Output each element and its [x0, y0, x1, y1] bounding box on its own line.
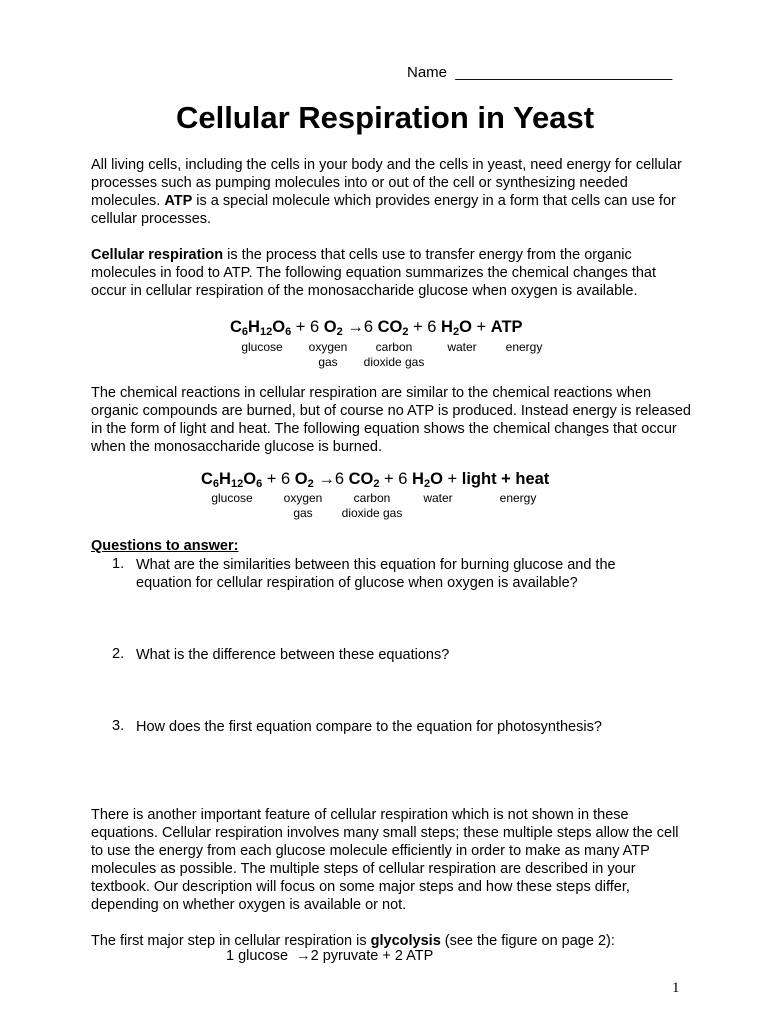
eq1-co2: CO [377, 318, 403, 336]
question-3-number: 3. [112, 718, 125, 734]
eq1-h-sub: 12 [259, 326, 273, 338]
question-1-text: What are the similarities between this equation for burning glucose and the equation for cellular respiration of glucose when oxygen is available? [136, 557, 616, 591]
intro-atp-bold: ATP [164, 193, 193, 209]
intro-text-2: is a special molecule which provides energy in a form that cells can use for cellular processes. [91, 193, 676, 227]
eq1-label-glucose: glucose [241, 340, 283, 354]
burning-paragraph: The chemical reactions in cellular respiration are similar to the chemical reactions when organic compounds are burned, but of course no ATP is produced. Instead energy is released in the form of light and heat. The following equation shows the chemical changes that occur when the monosaccharide glucose is burned. [91, 385, 691, 455]
eq1-plus2: + 6 [408, 318, 442, 336]
eq2-arrow: →6 [313, 470, 349, 488]
glycolysis-equation: 1 glucose →2 pyruvate + 2 ATP [226, 948, 434, 964]
eq1-plus1: + 6 [291, 318, 324, 336]
page-number: 1 [672, 980, 680, 996]
eq1-c-sub: 6 [241, 326, 249, 338]
eq1-label-energy: energy [505, 340, 543, 354]
eq1-h2o-o: O [459, 318, 472, 336]
eq2-label-carbon-2: dioxide gas [341, 506, 403, 520]
eq1-h: H [248, 318, 260, 336]
eq1-c: C [230, 318, 242, 336]
eq1-label-oxygen-2: gas [318, 355, 338, 369]
respiration-equation [230, 318, 523, 337]
eq2-h: H [219, 470, 231, 488]
question-1-number: 1. [112, 556, 125, 572]
eq2-label-oxygen [277, 491, 329, 521]
burning-equation [201, 470, 549, 489]
eq2-o: O [243, 470, 257, 488]
eq2-co2: CO [348, 470, 374, 488]
question-3-text: How does the first equation compare to the equation for photosynthesis? [136, 719, 602, 735]
questions-heading: Questions to answer: [91, 538, 239, 554]
eq2-plus3: + [442, 470, 462, 488]
eq2-label-carbon [334, 491, 410, 521]
eq1-h2o-sub: 2 [452, 326, 460, 338]
eq1-co2-sub: 2 [402, 326, 409, 338]
glycolysis-term-bold: glycolysis [370, 933, 441, 949]
eq2-o2-sub: 2 [307, 478, 314, 490]
eq1-label-carbon-1: carbon [375, 340, 413, 354]
eq1-product: ATP [490, 318, 523, 336]
eq2-label-water: water [423, 491, 453, 505]
eq1-o: O [272, 318, 286, 336]
eq2-label-glucose: glucose [211, 491, 253, 505]
eq2-o2: O [294, 470, 308, 488]
eq2-plus2: + 6 [379, 470, 413, 488]
eq2-co2-sub: 2 [373, 478, 380, 490]
respiration-text: is the process that cells use to transfer energy from the organic molecules in food to ATP. The following equation summarizes the chemical changes that occur in cellular respiration of the monosaccharide glucose when oxygen is available. [91, 247, 657, 299]
eq1-o2-sub: 2 [336, 326, 343, 338]
eq2-label-energy: energy [499, 491, 537, 505]
name-field [407, 64, 672, 81]
respiration-paragraph [91, 246, 691, 300]
eq2-plus1: + 6 [262, 470, 295, 488]
eq1-o-sub: 6 [285, 326, 292, 338]
steps-paragraph: There is another important feature of cellular respiration which is not shown in these equations. Cellular respiration involves many small steps; these multiple steps allow the cell to use the energy from each glucose molecule efficiently in order to make as many ATP molecules as possible. The multiple steps of cellular respiration are described in your textbook. Our description will focus on some major steps and how these steps differ, depending on whether oxygen is available or not. [91, 807, 679, 913]
eq1-label-oxygen [302, 340, 354, 370]
eq2-product: light + heat [461, 470, 550, 488]
intro-text-1: All living cells, including the cells in your body and the cells in yeast, need energy for cellular processes such as pumping molecules into or out of the cell or synthesizing needed molecules. [91, 157, 682, 209]
eq2-label-oxygen-1: oxygen [283, 491, 323, 505]
intro-paragraph [91, 156, 691, 228]
name-blank: __________________________ [455, 64, 673, 81]
respiration-term-bold: Cellular respiration [91, 247, 224, 263]
eq2-h-sub: 12 [230, 478, 244, 490]
eq1-label-oxygen-1: oxygen [308, 340, 348, 354]
eq1-o2: O [323, 318, 337, 336]
eq2-o-sub: 6 [256, 478, 263, 490]
eq2-c-sub: 6 [212, 478, 220, 490]
eq2-c: C [201, 470, 213, 488]
glycolysis-text-1: The first major step in cellular respiration is [91, 933, 371, 949]
eq2-h2o-o: O [430, 470, 443, 488]
eq1-arrow: →6 [342, 318, 378, 336]
eq1-label-carbon [356, 340, 432, 370]
question-2-number: 2. [112, 646, 125, 662]
eq1-label-water: water [447, 340, 477, 354]
glycolysis-text-2: (see the figure on page 2): [440, 933, 615, 949]
eq1-label-carbon-2: dioxide gas [363, 355, 425, 369]
question-2-text: What is the difference between these equations? [136, 647, 450, 663]
eq2-h2o-sub: 2 [423, 478, 431, 490]
eq1-plus3: + [471, 318, 491, 336]
name-label: Name [407, 64, 448, 81]
eq2-label-oxygen-2: gas [293, 506, 313, 520]
eq1-h2o-h: H [441, 318, 453, 336]
eq2-label-carbon-1: carbon [353, 491, 391, 505]
eq2-h2o-h: H [412, 470, 424, 488]
page-title: Cellular Respiration in Yeast [175, 100, 595, 135]
